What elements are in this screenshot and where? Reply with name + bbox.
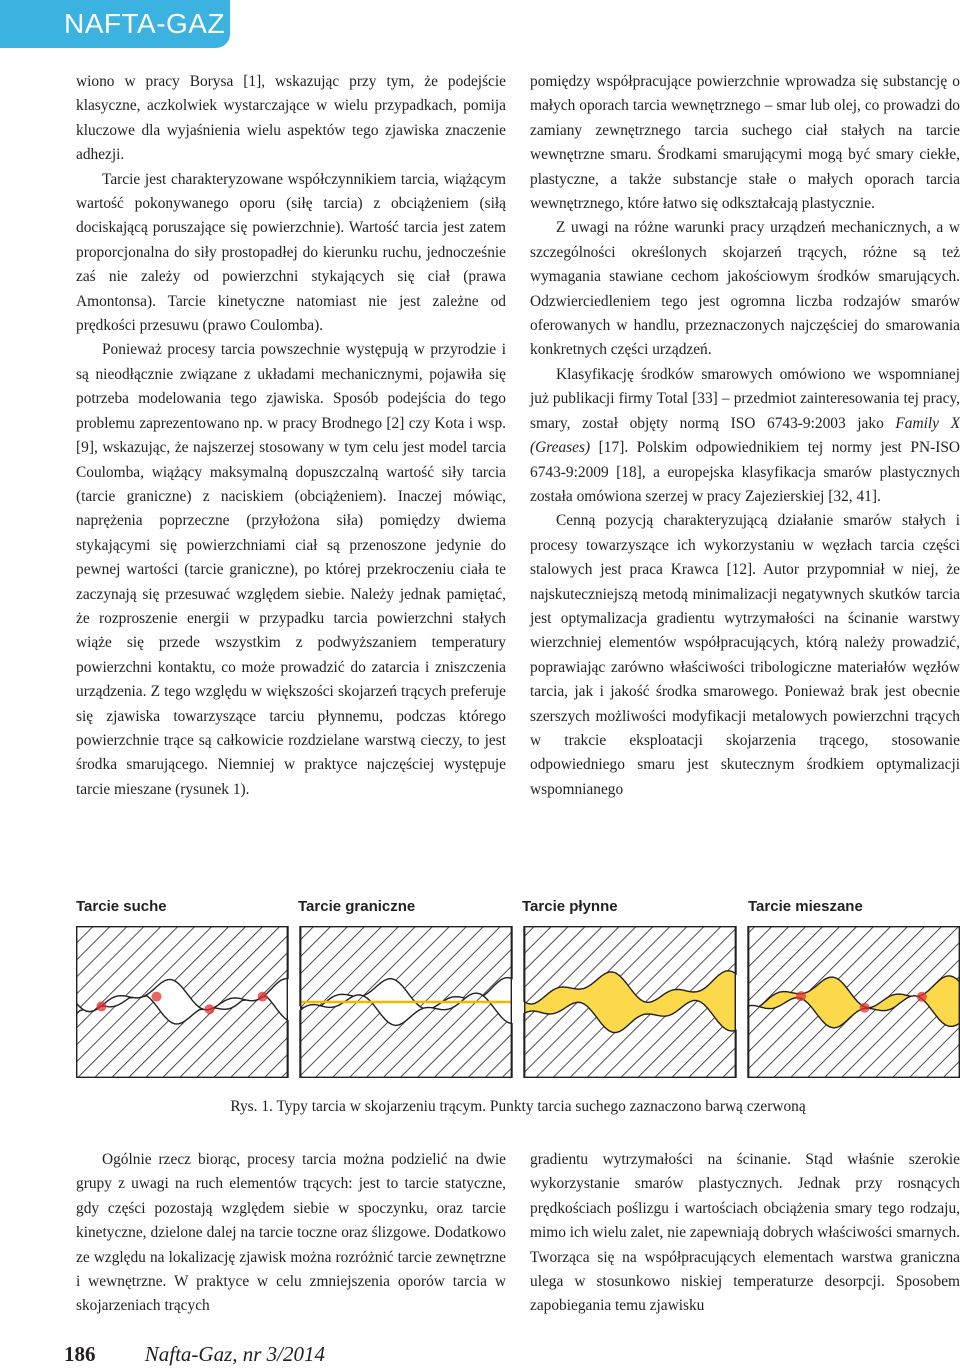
paragraph: Z uwagi na różne warunki pracy urządzeń mechanicznych, a w szczególności określonych skojarzeń trących, różne są też wymagania stawiane cechom jakościowym środków smarujących. Odzwierciedleniem tego jest ogromna liczba rodzajów smarów oferowanych w handlu, przeznaczonych najczęściej do smarowania konkretnych części urządzeń. [530, 219, 960, 359]
friction-types-figure [76, 926, 960, 1078]
paragraph: Ponieważ procesy tarcia powszechnie występują w przyrodzie i są nieodłącznie związane z układami mechanicznymi, pojawiła się potrzeba modelowania tego zjawiska. Sposób podejścia do tego problemu zaprezentowano np. w pracy Brodnego [2] czy Kota i wsp. [9], wskazując, że najszerzej stosowany w tym celu jest model tarcia Coulomba, wiążący maksymalną dopuszczalną wartość siły tarcia (tarcie graniczne) z naciskiem (obciążeniem). Inaczej mówiąc, naprężenia poprzeczne (przyłożona siła) pomiędzy dwiema stykającymi się powierzchniami ciał są przenoszone jedynie do pewnej wartości (tarcie graniczne), po której przekroczeniu ciała te zaczynają się przesuwać względem siebie. Należy jednak pamiętać, że rozproszenie energii w przypadku tarcia powierzchni stałych wiąże się przede wszystkim z podwyższaniem temperatury powierzchni kontaktu, co może prowadzić do zatarcia i zniszczenia urządzenia. Z tego względu w większości skojarzeń trących preferuje się zjawiska towarzyszące tarciu płynnemu, podczas którego powierzchnie trące są całkowicie rozdzielane warstwą cieczy, to jest środka smarującego. Niemniej w praktyce najczęściej występuje tarcie mieszane (rysunek 1). [76, 341, 506, 798]
paragraph: wiono w pracy Borysa [1], wskazując przy tym, że podejście klasyczne, aczkolwiek wystarczające w wielu przypadkach, pomija kluczowe dla wyjaśnienia wielu aspektów tego zjawiska znaczenie adhezji. [76, 73, 506, 164]
dry-contact-point [258, 992, 268, 1002]
paragraph: Ogólnie rzecz biorąc, procesy tarcia można podzielić na dwie grupy z uwagi na ruch elementów trących: jest to tarcie statyczne, gdy części pozostają względem siebie w spoczynku, oraz tarcie kinetyczne, dzielone dalej na tarcie toczne oraz ślizgowe. Dodatkowo ze względu na lokalizację zjawisk można rozróżnić tarcie zewnętrzne i wewnętrzne. W praktyce w celu zmniejszenia oporów tarcia w skojarzeniach trących [76, 1151, 506, 1315]
dry-contact-point [152, 992, 162, 1002]
figure-label-mixed: Tarcie mieszane [748, 898, 863, 915]
figure-label-fluid: Tarcie płynne [522, 898, 618, 915]
left-column-bottom [76, 1148, 506, 1319]
journal-header-title: NAFTA-GAZ [64, 8, 226, 39]
italic-text-run: Family X (Greases) [530, 414, 960, 457]
dry-contact-point [860, 1003, 870, 1013]
dry-contact-point [205, 1004, 215, 1014]
friction-panel [748, 926, 960, 1078]
dry-contact-point [796, 991, 806, 1001]
text-run: [17]. Polskim odpowiednikiem tej normy jest PN-ISO 6743-9:2009 [18], a europejska klasyfikacja smarów plastycznych została omówiona szerzej w pracy Zajezierskiej [32, 41]. [530, 439, 960, 505]
dry-contact-point [917, 992, 927, 1002]
right-column-bottom [530, 1148, 960, 1319]
figure-label-dry: Tarcie suche [76, 898, 167, 915]
friction-panel [524, 926, 736, 1078]
figure-label-boundary: Tarcie graniczne [298, 898, 416, 915]
text-run: Klasyfikację środków smarowych omówiono we wspomnianej już publikacji firmy Total [33] – przedmiot zainteresowania tej pracy, smary, został objęty normą ISO 6743-9:2003 jako [530, 365, 960, 432]
journal-issue: Nafta-Gaz, nr 3/2014 [144, 1342, 326, 1366]
friction-panel [76, 926, 288, 1078]
right-column-top [530, 70, 960, 802]
paragraph: pomiędzy współpracujące powierzchnie wprowadza się substancję o małych oporach tarcia wewnętrznego – smar lub olej, co prowadzi do zamiany zewnętrznego tarcia suchego ciał stałych na tarcie wewnętrzne smaru. Środkami smarującymi mogą być smary ciekłe, plastyczne, a także substancje stałe o małych oporach tarcia wewnętrznego, które łatwo się odkształcają plastycznie. [530, 73, 960, 213]
paragraph [530, 363, 960, 509]
page-number: 186 [64, 1342, 96, 1366]
dry-contact-point [96, 1001, 106, 1011]
paragraph: Tarcie jest charakteryzowane współczynnikiem tarcia, wiążącym wartość pokonywanego oporu (siłę tarcia) z obciążeniem (siłą dociskającą poruszające się powierzchnie). Wartość tarcia jest zatem proporcjonalna do siły prostopadłej do kierunku ruchu, jednocześnie zaś nie zależy od powierzchni stykających się ciał (prawa Amontonsa). Tarcie kinetyczne natomiast nie jest zależne od prędkości przesuwu (prawo Coulomba). [76, 170, 506, 335]
left-column-top [76, 70, 506, 802]
figure-caption: Rys. 1. Typy tarcia w skojarzeniu trącym. Punkty tarcia suchego zaznaczono barwą czerwoną [230, 1098, 806, 1115]
page-footer [64, 1342, 325, 1367]
friction-panel [300, 926, 512, 1078]
header-band [0, 0, 230, 48]
paragraph: gradientu wytrzymałości na ścinanie. Stąd właśnie szerokie wykorzystanie smarów plastycznych. Jednak przy rosnących prędkościach poślizgu i wartościach obciążenia smary tego rodzaju, mimo ich wielu zalet, nie zapewniają dobrych właściwości smarnych. Tworząca się na współpracujących elementach warstwa graniczna ulega w stosunkowo niskiej temperaturze desorpcji. Sposobem zapobiegania temu zjawisku [530, 1151, 960, 1315]
paragraph: Cenną pozycją charakteryzującą działanie smarów stałych i procesy towarzyszące ich wykorzystaniu w węzłach tarcia części stalowych jest praca Krawca [12]. Autor przypomniał w niej, że najskuteczniejszą metodą minimalizacji negatywnych skutków tarcia jest optymalizacja gradientu wytrzymałości na ścinanie warstwy wierzchniej elementów współpracujących, którą należy prowadzić, poprawiając zarówno właściwości tribologiczne materiałów węzłów tarcia, jak i jakość środka smarowego. Ponieważ brak jest obecnie szerszych możliwości modyfikacji metalowych powierzchni trących w trakcie eksploatacji skojarzenia trącego, stosowanie odpowiedniego smaru jest skutecznym środkiem optymalizacji wspomnianego [530, 512, 960, 798]
